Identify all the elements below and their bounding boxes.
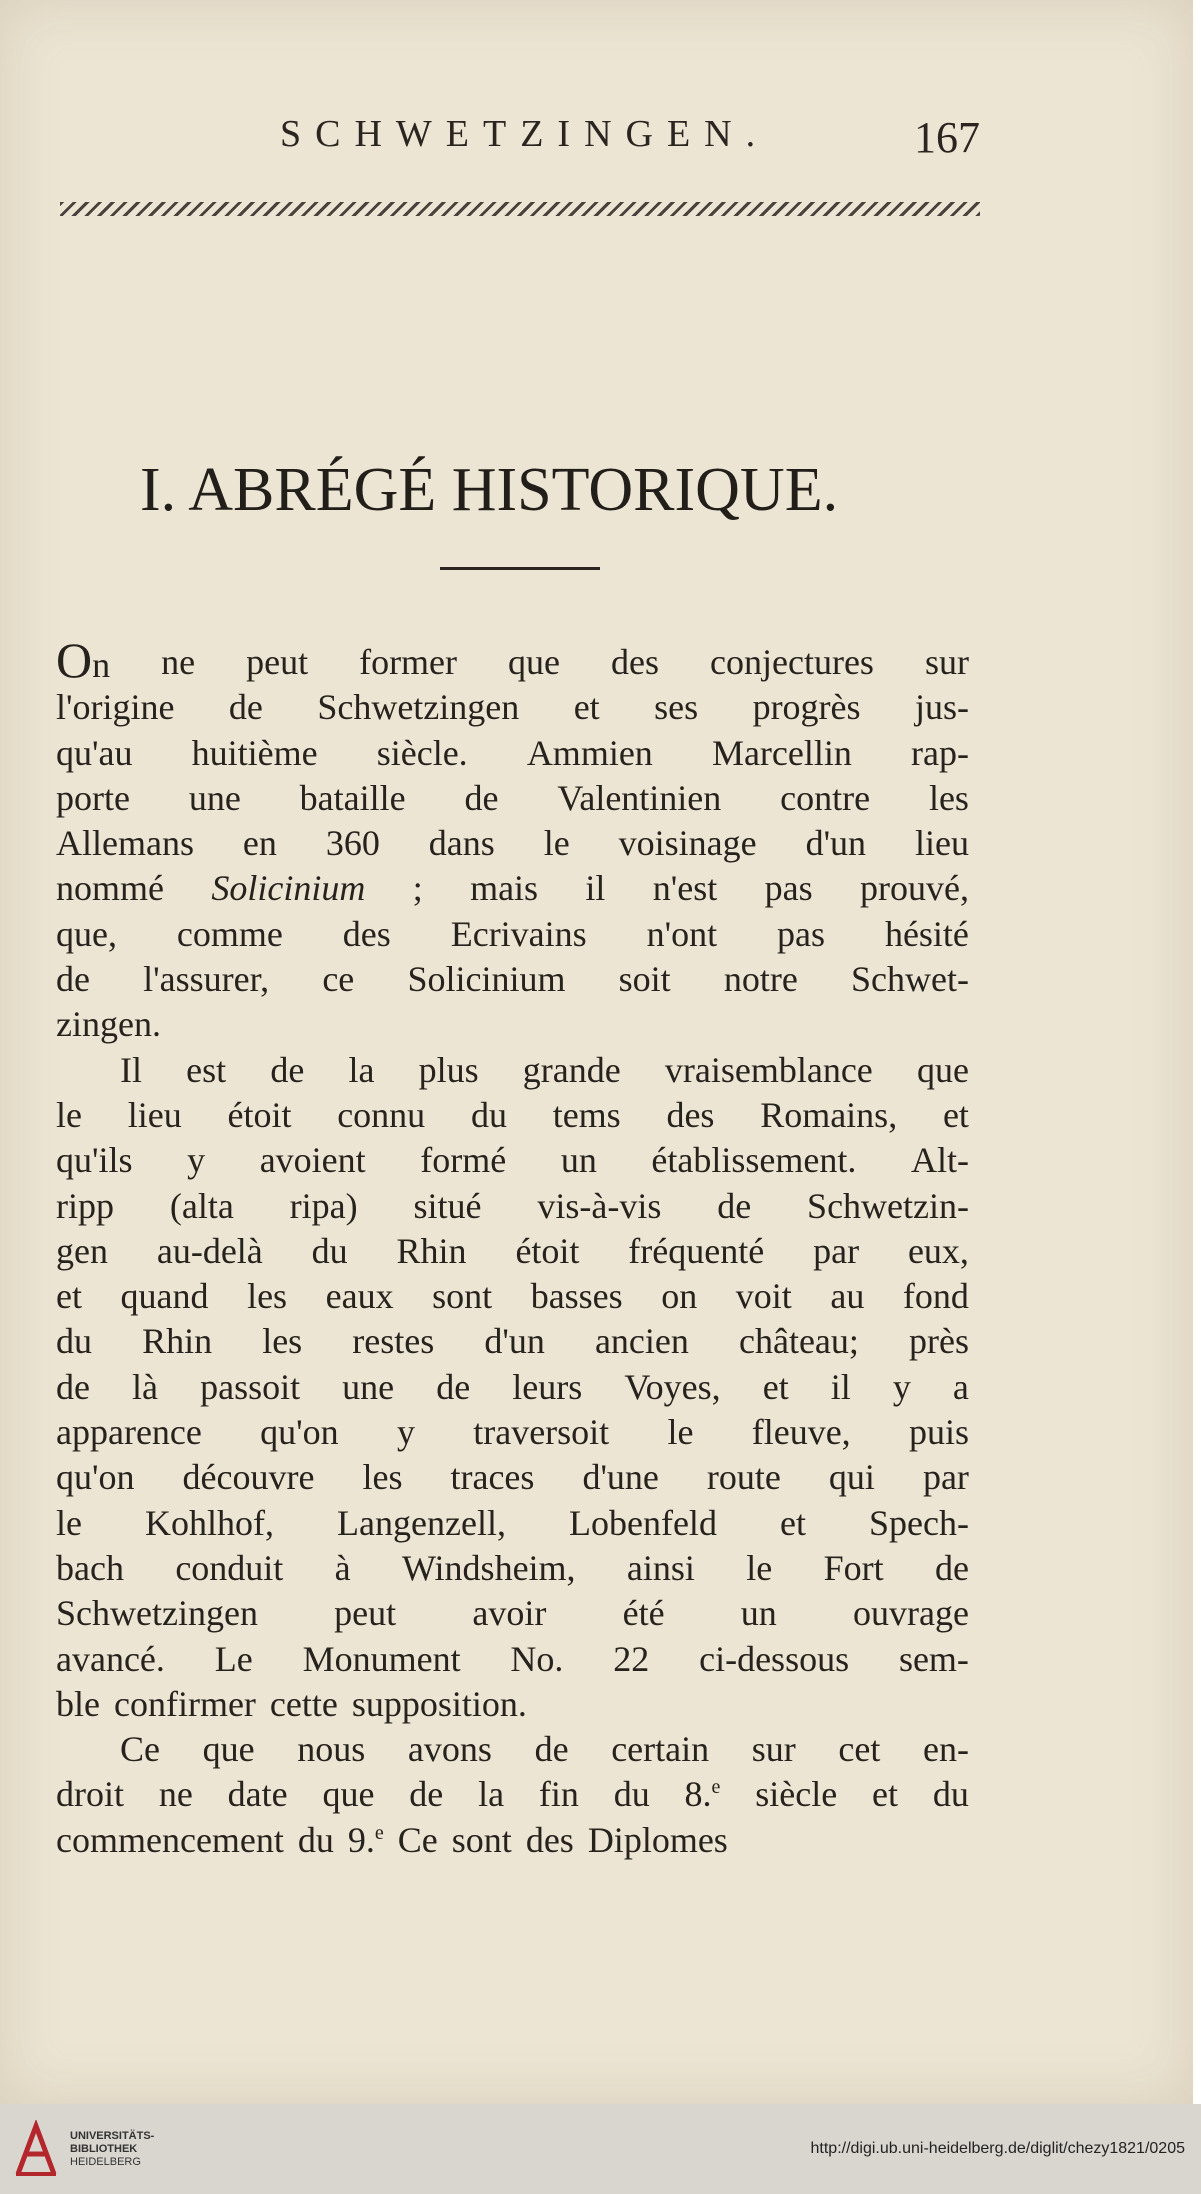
word: former [359,642,458,682]
word: siècle [755,1774,838,1815]
word: notre [723,959,798,1000]
word: près [909,1321,969,1362]
word: 360 [325,823,380,864]
word: Rhin [396,1230,467,1271]
word: ancien [594,1321,689,1362]
word: eaux [325,1276,394,1317]
word: qu'on [260,1412,339,1453]
word: formé [420,1140,507,1181]
word: de [270,1049,305,1090]
word: Voyes, [624,1366,721,1407]
word: date [227,1774,288,1815]
word: de [436,1366,471,1407]
word: et [573,687,600,728]
word: de [56,959,90,1000]
superscript-e: e [711,1776,721,1799]
word: il [585,868,606,909]
word: y [187,1140,206,1181]
text-line [56,1093,969,1138]
word: vis-à-vis [537,1185,662,1226]
word: et [56,1276,82,1317]
body-text [56,632,969,1863]
word: de [717,1185,752,1226]
text-line [56,957,969,1002]
word: ; [412,868,423,909]
text-line [56,1184,969,1229]
word: que, [56,913,117,954]
word: 22 [613,1638,650,1679]
word: par [922,1457,969,1498]
page-number: 167 [914,113,980,162]
word: de [228,687,263,728]
word: une [342,1366,395,1407]
logo-line-1: UNIVERSITÄTS- [70,2130,155,2142]
text-line [56,912,969,957]
word: confirmer [113,1683,256,1724]
word: a [952,1366,969,1407]
word: l'assurer, [143,959,270,1000]
word: y [396,1412,415,1453]
word: y [892,1366,911,1407]
word: une [188,777,241,818]
word: Lobenfeld [569,1502,717,1543]
word: situé [413,1185,482,1226]
word: au-delà [156,1230,263,1271]
word: ci-dessous [699,1638,850,1679]
word: et [872,1774,899,1815]
word: l'origine [56,687,175,728]
word: Kohlhof, [145,1502,275,1543]
word: de [934,1547,969,1588]
word [211,866,365,911]
text-line [56,1455,969,1500]
word: Schwetzin- [807,1185,969,1226]
word: Ammien [526,732,653,773]
word: siècle. [376,732,468,773]
word: grande [522,1049,621,1090]
word: Schwet- [850,959,969,1000]
word: ne [161,642,196,682]
word: avons [407,1729,492,1770]
word: les [262,1321,303,1362]
word: qui [828,1457,875,1498]
header-ornament-rule [60,202,980,216]
word: des [611,642,660,682]
running-title: SCHWETZINGEN. [280,113,770,155]
title-underline-rule [440,567,600,570]
word: 8.$^e$ [684,1774,721,1815]
word: progrès [752,687,861,728]
word: soit [618,959,671,1000]
word: le [746,1547,773,1588]
word: du [56,1321,92,1362]
word: zingen. [56,1004,161,1045]
word: cet [838,1729,881,1770]
word: Marcellin [711,732,852,773]
word: pas [777,913,826,954]
word: des [666,1094,715,1135]
word: Diplomes [587,1819,728,1860]
word: Fort [823,1547,884,1588]
word: bach [56,1547,124,1588]
viewer-footer [0,2104,1201,2194]
text-line [56,1591,969,1636]
library-logo-text [70,2130,154,2169]
text-line [56,1818,969,1863]
word: ce [322,959,355,1000]
word: peut [334,1593,397,1634]
drop-cap-letter: O [56,632,93,688]
word: route [706,1457,781,1498]
word: d'un [484,1321,545,1362]
word: à [334,1547,351,1588]
word: nommé [56,868,164,909]
text-line [56,1002,969,1047]
word: de [534,1729,569,1770]
word: nous [297,1729,366,1770]
word: basses [530,1276,623,1317]
word: Solicinium [407,959,566,1000]
word: 9.$^e$ [347,1819,384,1860]
word: traversoit [473,1412,610,1453]
word: et [942,1094,969,1135]
word: au [830,1276,865,1317]
word: avoir [472,1593,547,1634]
word: voisinage [618,823,757,864]
word: (alta [169,1185,234,1226]
word: Ce [120,1729,160,1770]
word: traces [450,1457,535,1498]
word: qu'on [56,1457,135,1498]
word: de [56,1366,90,1407]
word: Ce [397,1819,438,1860]
word: du [613,1774,650,1815]
word: en [242,823,277,864]
word: comme [176,913,283,954]
word: la [478,1774,505,1815]
word: du [470,1094,507,1135]
word: de [409,1774,444,1815]
word: Le [214,1638,253,1679]
word: la [348,1049,375,1090]
word: jus- [914,687,969,728]
word: apparence [56,1412,202,1453]
word: quand [120,1276,209,1317]
word: voit [735,1276,792,1317]
word: fréquenté [628,1230,765,1271]
word: ripp [56,1185,114,1226]
word: les [928,777,969,818]
word: étoit [227,1094,292,1135]
word: connu [337,1094,426,1135]
word: cette [269,1683,338,1724]
word: mais [470,868,539,909]
word: Il [120,1049,142,1090]
word: huitième [191,732,318,773]
word: il [830,1366,851,1407]
word: porte [56,777,130,818]
word: fleuve, [751,1412,851,1453]
text-line [56,821,969,866]
word: établissement. [651,1140,857,1181]
word: puis [908,1412,969,1453]
word: No. [510,1638,564,1679]
word: lieu [915,823,969,864]
word: vraisemblance [664,1049,873,1090]
superscript-e: e [374,1821,384,1844]
word: que [202,1729,255,1770]
word: pas [764,868,813,909]
word: et [762,1366,789,1407]
text-line [56,1772,969,1817]
word: peut [246,642,309,682]
word: les [362,1457,403,1498]
word: d'une [582,1457,659,1498]
word: rap- [911,732,969,773]
library-logo-icon[interactable] [14,2120,58,2178]
word: le [56,1094,82,1135]
word: du [932,1774,969,1815]
word: Valentinien [557,777,722,818]
text-line [56,866,969,911]
word: le [56,1502,82,1543]
text-line [56,731,969,776]
word: contre [780,777,871,818]
word: hésité [884,913,969,954]
word: Rhin [142,1321,213,1362]
word: on [661,1276,698,1317]
word: ses [654,687,699,728]
word: Ecrivains [450,913,587,954]
word: commencement [56,1819,284,1860]
page-edge [1193,0,1201,2104]
word: n'ont [646,913,718,954]
text-line [56,1319,969,1364]
text-line [56,1365,969,1410]
page-header [280,112,980,162]
word: étoit [515,1230,580,1271]
word: fond [902,1276,969,1317]
text-line [56,1410,969,1455]
text-line [56,1229,969,1274]
word: et [779,1502,806,1543]
word: eux, [907,1230,969,1271]
text-line [56,1501,969,1546]
word: Schwetzingen [56,1593,258,1634]
word: qu'au [56,732,133,773]
word: prouvé, [860,868,969,909]
word: conjectures [710,642,874,682]
word: d'un [805,823,867,864]
word: Monument [302,1638,461,1679]
word: bataille [299,777,406,818]
word: est [186,1049,227,1090]
word: Schwetzingen [317,687,520,728]
chapter-title: I. ABRÉGÉ HISTORIQUE. [140,456,839,524]
word: ouvrage [853,1593,969,1634]
word: que [916,1049,969,1090]
word: découvre [182,1457,315,1498]
word: On [56,632,111,688]
word: n'est [652,868,718,909]
word: sont [451,1819,512,1860]
text-line [56,1274,969,1319]
word: là [132,1366,159,1407]
word: le [667,1412,694,1453]
word: château; [738,1321,859,1362]
source-url-link[interactable]: http://digi.ub.uni-heidelberg.de/diglit/chezy1821/0205 [810,2140,1185,2157]
word: par [813,1230,860,1271]
logo-line-3: HEIDELBERG [70,2156,141,2168]
word: droit [56,1774,124,1815]
word: ripa) [289,1185,358,1226]
text-line [56,1138,969,1183]
word: Spech- [868,1502,969,1543]
word: les [247,1276,288,1317]
word: des [525,1819,574,1860]
word: Windsheim, [402,1547,576,1588]
logo-line-2: BIBLIOTHEK [70,2143,138,2155]
word: sem- [898,1638,969,1679]
word: le [543,823,570,864]
word: que [322,1774,375,1815]
word: avoient [259,1140,366,1181]
text-line [56,1727,969,1772]
word: en- [923,1729,969,1770]
word: des [342,913,391,954]
word: dans [428,823,495,864]
word: passoit [200,1366,301,1407]
text-line [56,1048,969,1093]
text-line [56,1682,969,1727]
text-line [56,685,969,730]
word: sont [432,1276,493,1317]
word: leurs [512,1366,583,1407]
text-line [56,1637,969,1682]
text-line [56,1546,969,1591]
word: conduit [175,1547,284,1588]
text-line [56,776,969,821]
word: lieu [127,1094,182,1135]
italic-word: Solicinium [211,868,366,909]
word: un [560,1140,597,1181]
word: certain [611,1729,710,1770]
word: restes [352,1321,435,1362]
word: Romains, [760,1094,898,1135]
word: de [464,777,499,818]
text-line [56,632,969,688]
word: avancé. [56,1638,165,1679]
word: Alt- [910,1140,969,1181]
word: ble [56,1683,100,1724]
word: plus [418,1049,479,1090]
word: que [508,642,561,682]
word: qu'ils [56,1140,133,1181]
word: été [622,1593,665,1634]
word: tems [552,1094,621,1135]
word: sur [751,1729,796,1770]
word: ne [158,1774,193,1815]
word: ainsi [626,1547,695,1588]
word: fin [538,1774,579,1815]
word: Allemans [56,823,194,864]
word: Langenzell, [337,1502,506,1543]
word: un [740,1593,777,1634]
word: gen [56,1230,108,1271]
word: sur [924,642,969,682]
word: supposition. [351,1683,527,1724]
word: du [297,1819,334,1860]
word: du [311,1230,348,1271]
